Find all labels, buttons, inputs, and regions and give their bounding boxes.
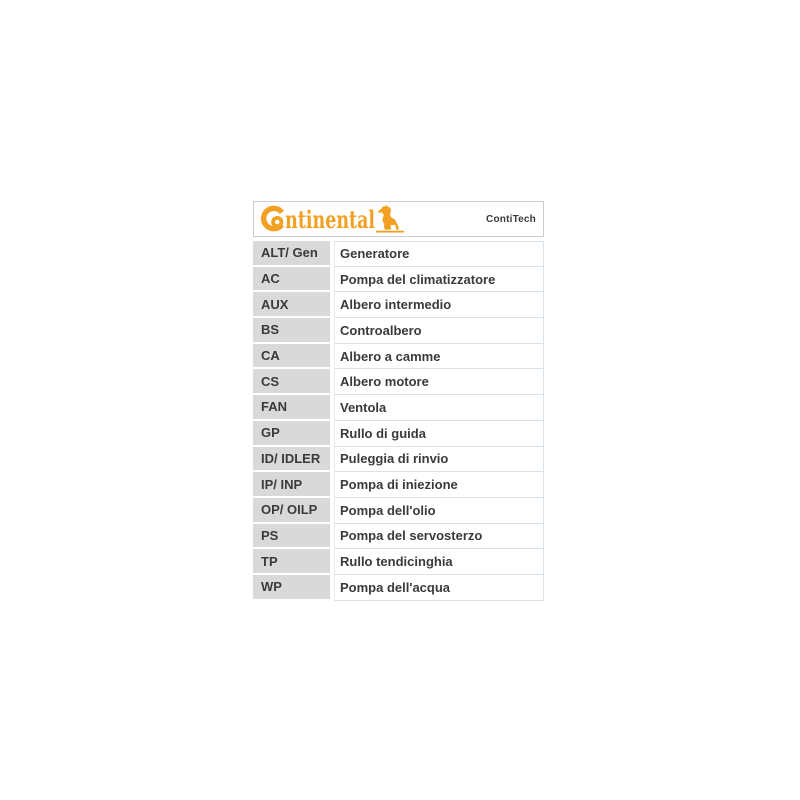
description-cell [334,498,544,524]
table-row [253,549,544,575]
abbreviation-label: CS [261,373,280,389]
abbreviation-label: IP/ INP [261,476,303,492]
table-row [253,498,544,524]
abbreviation-cell [253,267,330,293]
continental-logo [261,204,406,235]
abbreviation-label: PS [261,527,279,543]
legend-rows [253,241,544,601]
description-label: Pompa di iniezione [340,477,458,493]
description-label: Pompa del servosterzo [340,528,483,544]
abbreviation-cell [253,524,330,550]
description-label: Rullo tendicinghia [340,554,453,570]
description-cell [334,549,544,575]
logo-wordmark: ntinental [285,204,376,234]
description-cell [334,318,544,344]
abbreviation-cell [253,395,330,421]
abbreviation-cell [253,344,330,370]
rearing-horse-icon [378,204,399,229]
abbreviation-label: AUX [261,296,289,312]
abbreviation-cell [253,549,330,575]
description-label: Pompa del climatizzatore [340,271,496,287]
description-cell [334,344,544,370]
abbreviation-label: WP [261,579,282,595]
logo-o-mark [273,217,281,225]
table-row [253,292,544,318]
description-label: Ventola [340,399,387,415]
logo-underline [376,230,404,232]
abbreviation-label: AC [261,271,280,287]
abbreviation-cell [253,318,330,344]
abbreviation-cell [253,369,330,395]
abbreviation-label: FAN [261,399,287,415]
table-row [253,344,544,370]
abbreviation-label: ALT/ Gen [261,245,318,261]
table-row [253,267,544,293]
description-label: Albero intermedio [340,297,452,313]
description-cell [334,447,544,473]
description-label: Albero motore [340,374,429,390]
description-cell [334,395,544,421]
abbreviation-cell [253,472,330,498]
description-label: Pompa dell'acqua [340,579,451,595]
abbreviation-cell [253,447,330,473]
abbreviation-label: BS [261,322,280,338]
table-row [253,318,544,344]
table-row [253,524,544,550]
description-label: Controalbero [340,322,422,338]
table-row [253,241,544,267]
description-cell [334,292,544,318]
table-row [253,421,544,447]
description-label: Albero a camme [340,348,441,364]
abbreviation-cell [253,575,330,601]
description-label: Rullo di guida [340,425,426,441]
abbreviation-label: TP [261,553,278,569]
abbreviation-label: ID/ IDLER [261,450,321,466]
description-cell [334,241,544,267]
abbreviation-cell [253,421,330,447]
description-cell [334,524,544,550]
description-cell [334,267,544,293]
description-cell [334,575,544,601]
abbreviation-cell [253,498,330,524]
table-row [253,575,544,601]
description-cell [334,369,544,395]
abbreviation-label: GP [261,425,280,441]
description-cell [334,421,544,447]
table-row [253,369,544,395]
description-label: Puleggia di rinvio [340,451,449,467]
abbreviation-label: OP/ OILP [261,502,318,518]
abbreviation-label: CA [261,348,280,364]
table-row [253,447,544,473]
contitech-label: ContiTech [486,213,536,225]
table-row [253,472,544,498]
abbreviation-cell [253,241,330,267]
abbreviation-cell [253,292,330,318]
legend-panel [253,201,544,601]
description-cell [334,472,544,498]
description-label: Pompa dell'olio [340,502,436,518]
brand-header [253,201,544,237]
description-label: Generatore [340,246,410,262]
table-row [253,395,544,421]
